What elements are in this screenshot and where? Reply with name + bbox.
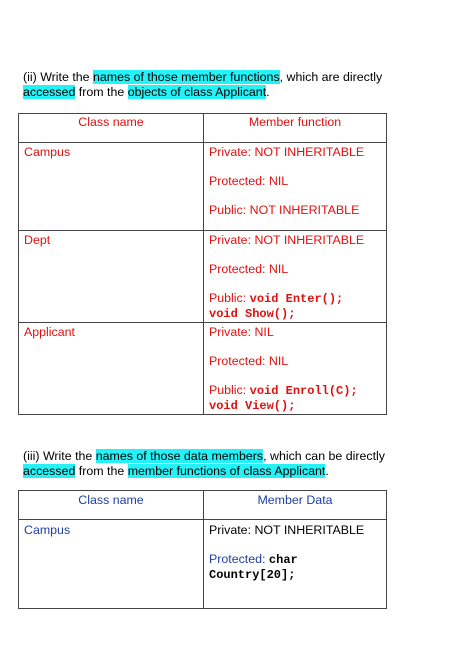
column-header: Member function <box>204 114 387 143</box>
highlight: objects of class Applicant <box>127 85 267 99</box>
highlight: accessed <box>23 85 76 99</box>
column-header: Class name <box>19 491 204 520</box>
column-header: Class name <box>19 114 204 143</box>
highlight: names of those data members <box>95 449 264 463</box>
member-data-cell: Private: NOT INHERITABLE Protected: char Country[20]; <box>204 520 387 609</box>
highlight: names of those member functions <box>93 70 280 84</box>
member-data-table <box>18 490 387 609</box>
member-function-cell: Private: NOT INHERITABLE Protected: NIL Public: void Enter(); void Show(); <box>204 231 387 323</box>
class-name-cell: Campus <box>19 520 204 609</box>
table-row <box>19 323 387 415</box>
member-function-table <box>18 113 387 415</box>
question-iii: (iii) Write the names of those data members, which can be directly accessed from the member functions of class Applicant. <box>23 449 386 478</box>
member-function-cell: Private: NOT INHERITABLE Protected: NIL Public: NOT INHERITABLE <box>204 143 387 231</box>
table-row <box>19 231 387 323</box>
question-ii: (ii) Write the names of those member functions, which are directly accessed from the objects of class Applicant. <box>23 70 383 99</box>
table-header-row <box>19 491 387 520</box>
class-name-cell: Campus <box>19 143 204 231</box>
highlight: member functions of class Applicant <box>127 464 326 478</box>
table-row <box>19 520 387 609</box>
highlight: accessed <box>23 464 76 478</box>
class-name-cell: Dept <box>19 231 204 323</box>
table-row <box>19 143 387 231</box>
column-header: Member Data <box>204 491 387 520</box>
member-function-cell: Private: NIL Protected: NIL Public: void Enroll(C); void View(); <box>204 323 387 415</box>
table-header-row <box>19 114 387 143</box>
class-name-cell: Applicant <box>19 323 204 415</box>
